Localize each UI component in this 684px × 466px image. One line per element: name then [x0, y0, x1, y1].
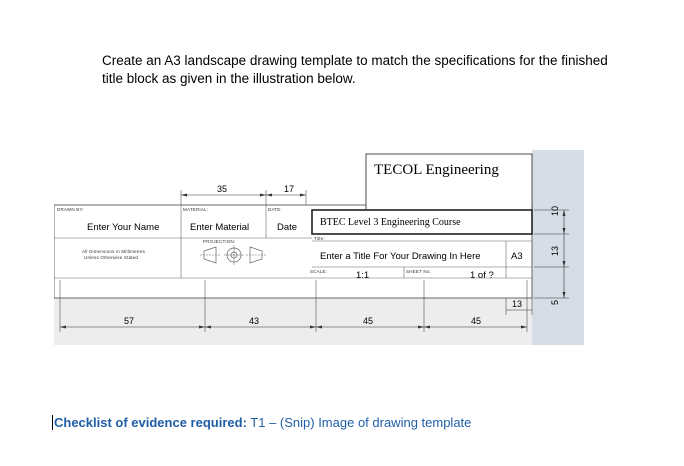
dimension-13-bottom: 13	[512, 299, 523, 309]
dimension-57: 57	[124, 316, 135, 326]
sheet-value: 1 of ?	[470, 270, 494, 281]
dimension-10: 10	[550, 205, 560, 216]
paper-size: A3	[511, 251, 523, 262]
drawn-by-label: DRAWN BY:	[57, 207, 84, 212]
dimension-45-right: 45	[471, 316, 482, 326]
dimensions-note-line-2: Unless Otherwise Stated	[84, 255, 139, 260]
company-name: TECOL Engineering	[374, 162, 499, 178]
dimension-45-left: 45	[363, 316, 374, 326]
date-value: Date	[277, 222, 298, 233]
dimension-5: 5	[550, 299, 560, 305]
sheet-label: SHEET No:	[406, 269, 431, 274]
date-label: DATE:	[268, 207, 282, 212]
scale-label: SCALE:	[310, 269, 328, 274]
checklist-text: T1 – (Snip) Image of drawing template	[246, 415, 472, 430]
dimension-13-right: 13	[550, 245, 560, 256]
title-label: Title:	[314, 236, 325, 241]
drawn-by-value: Enter Your Name	[87, 222, 160, 233]
instructions-line-2: title block as given in the illustration below.	[102, 71, 356, 86]
text-cursor	[52, 415, 53, 430]
title-value: Enter a Title For Your Drawing In Here	[320, 251, 481, 262]
instructions-line-1: Create an A3 landscape drawing template to match the specifications for the finished	[102, 53, 608, 68]
material-label: MATERIAL:	[183, 207, 209, 212]
dimensions-note-line-1: All Dimensions in Millimetres	[82, 249, 146, 254]
scale-value: 1:1	[356, 270, 370, 281]
dimension-43: 43	[249, 316, 260, 326]
instructions	[102, 52, 672, 88]
title-block-drawing	[54, 150, 584, 345]
dimension-35: 35	[217, 184, 228, 194]
dimension-17: 17	[284, 184, 295, 194]
projection-label: PROJECTION:	[203, 239, 236, 244]
checklist-label: Checklist of evidence required:	[54, 415, 247, 430]
checklist	[52, 415, 471, 430]
course-name: BTEC Level 3 Engineering Course	[320, 217, 461, 228]
material-value: Enter Material	[190, 222, 250, 233]
